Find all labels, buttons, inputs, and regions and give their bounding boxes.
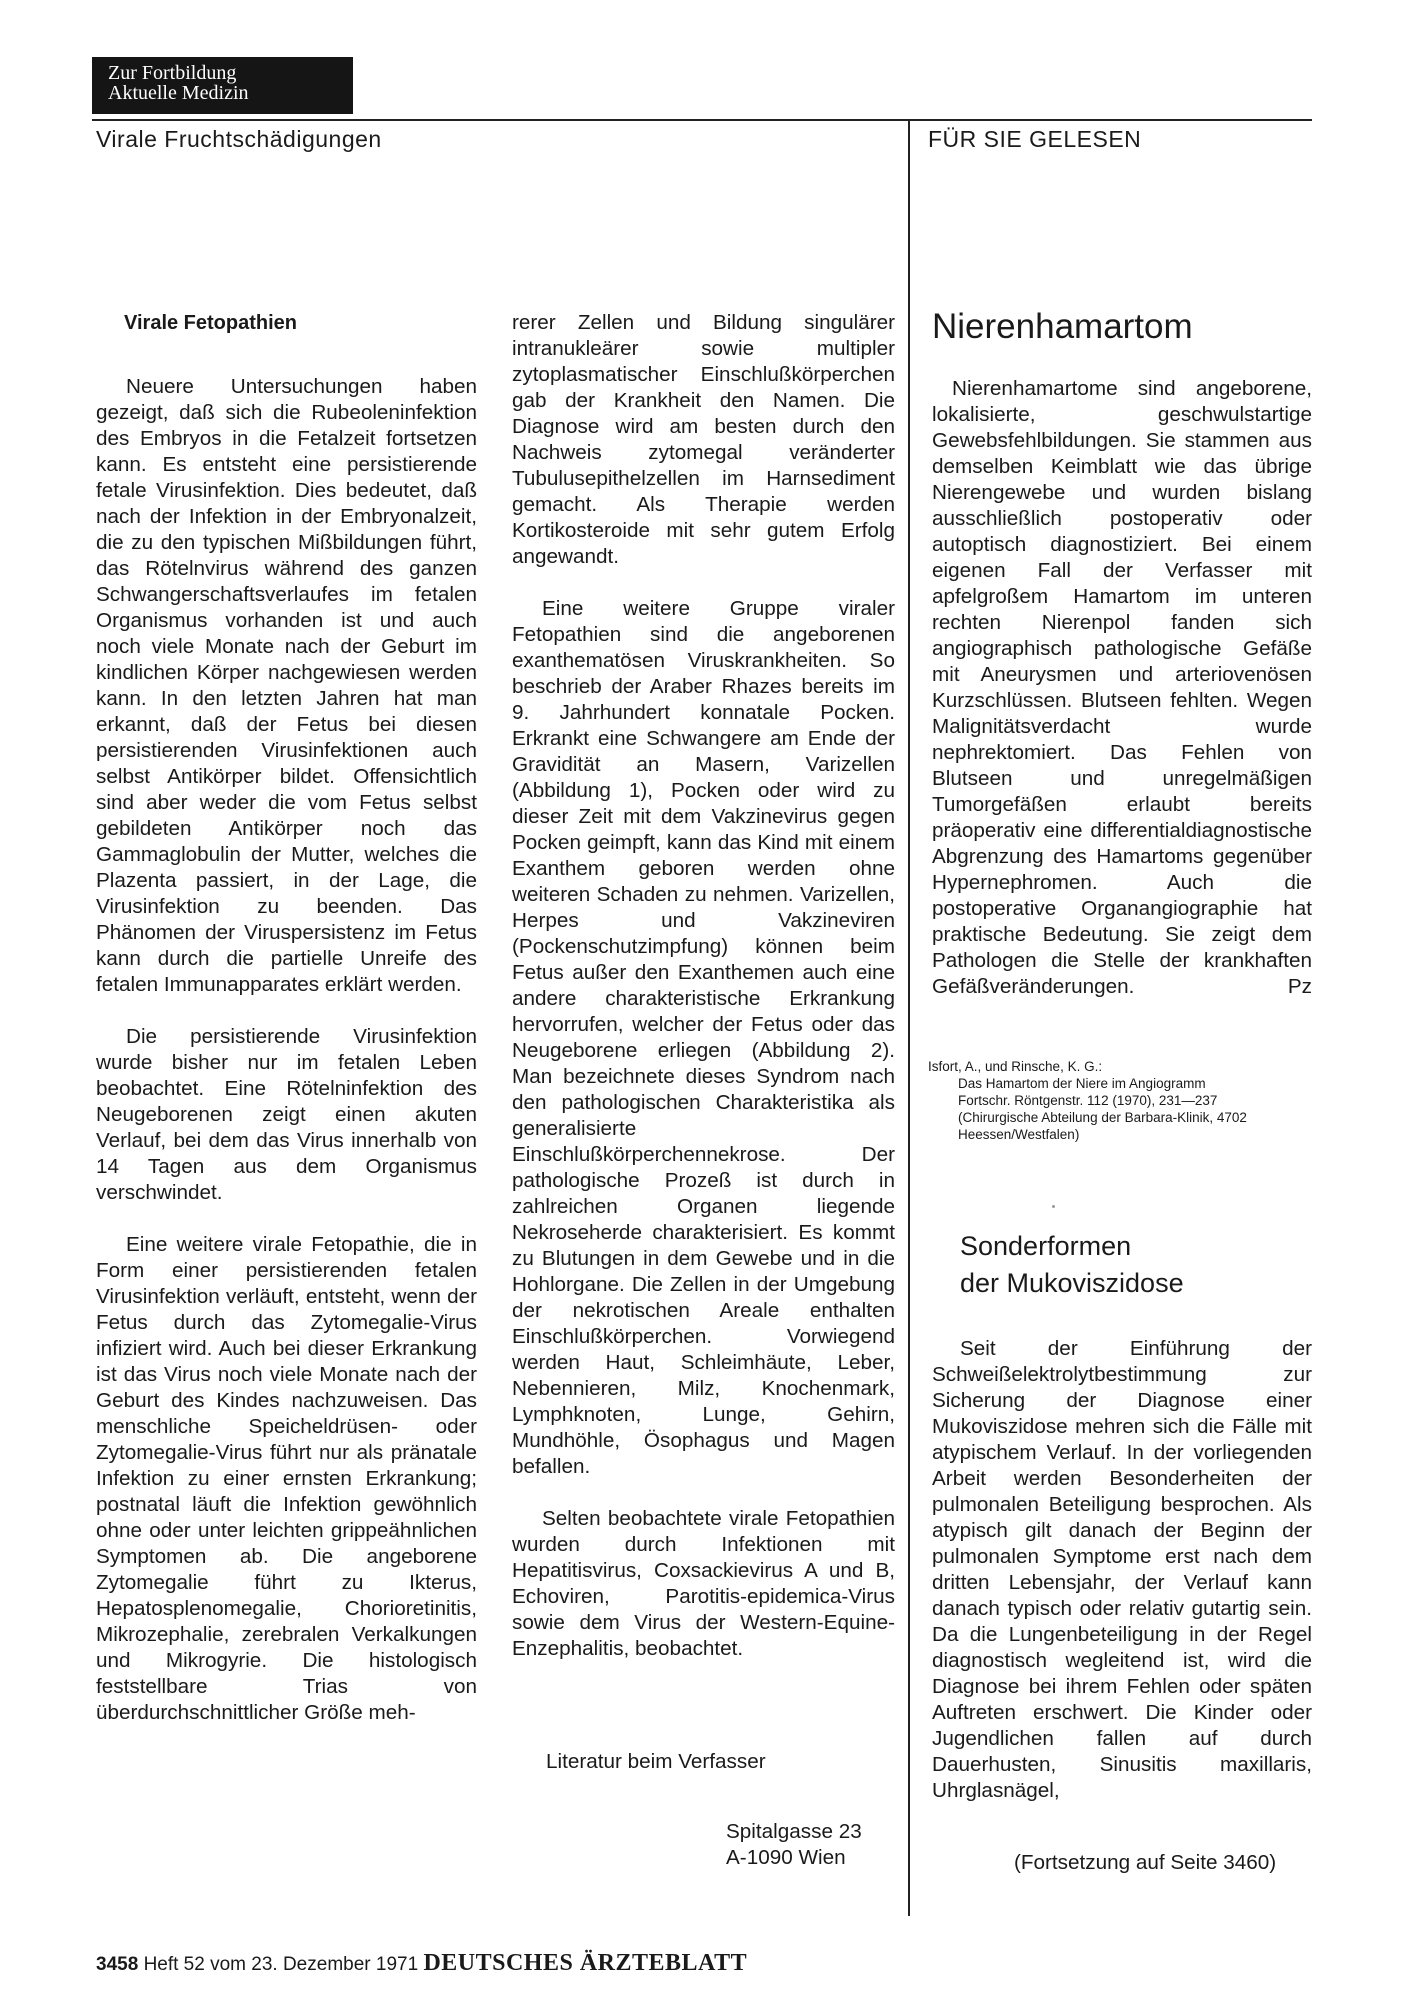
- sidebar-text-1-body: Nierenhamartome sind angeborene, lokalisierte, geschwulstartige Gewebsfehlbildungen. Sie stammen aus demselben Keimblatt wie das übrige Nierengewebe und wurden bislang ausschließlich postoperativ oder autoptisch diagnostiziert. Bei einem eigenen Fall der Verfasser mit apfelgroßem Hamartom im unteren rechten Nierenpol fanden sich angiographisch pathologische Gefäße mit Aneurysmen und arteriovenösen Kurzschlüssen. Blutseen fehlten. Wegen Malignitätsverdacht wurde nephrektomiert. Das Fehlen von Blutseen und unregelmäßigen Tumorgefäßen erlaubt bereits präoperativ eine differentialdiagnostische Abgrenzung des Hamartoms gegenüber Hypernephromen. Auch die postoperative Organangiographie hat praktische Bedeutung. Sie zeigt dem Pathologen die Stelle der krankhaften Gefäßveränderungen.: [932, 377, 1312, 998]
- sidebar-article-1: [932, 306, 1312, 1000]
- sidebar-article-2: [932, 1228, 1312, 1804]
- signature: Pz: [1287, 975, 1312, 998]
- continued-note: (Fortsetzung auf Seite 3460): [1014, 1851, 1277, 1874]
- section-tag: [92, 57, 353, 114]
- page-footer: [96, 1950, 747, 1977]
- page-number: 3458: [96, 1954, 139, 1975]
- author-address: [726, 1819, 862, 1871]
- literature-note: Literatur beim Verfasser: [546, 1750, 766, 1773]
- journal-name: DEUTSCHES ÄRZTEBLATT: [423, 1950, 748, 1976]
- tag-line-1: Zur Fortbildung: [108, 62, 237, 84]
- sidebar-title-2-line-1: Sonderformen: [960, 1231, 1132, 1261]
- tag-line-2: Aktuelle Medizin: [108, 82, 249, 104]
- paragraph: Neuere Untersuchungen haben gezeigt, daß sich die Rubeoleninfektion des Embryos in die Fetalzeit fortsetzen kann. Es entsteht eine persistierende fetale Virusinfektion. Dies bedeutet, daß nach der Infektion in der Embryonalzeit, die zu den typischen Mißbildungen führt, das Rötelnvirus während des ganzen Schwangerschaftsverlaufes im fetalen Organismus vorhanden ist und auch noch viele Monate nach der Geburt im kindlichen Körper nachgewiesen werden kann. In den letzten Jahren hat man erkannt, daß der Fetus bei diesen persistierenden Virusinfektionen auch selbst Antikörper bildet. Offensichtlich sind aber weder die vom Fetus selbst gebildeten Antikörper noch das Gammaglobulin der Mutter, welches die Plazenta passiert, in der Lage, die Virusinfektion zu beenden. Das Phänomen der Viruspersistenz im Fetus kann durch die partielle Unreife des fetalen Immunapparates erklärt werden.: [96, 375, 477, 996]
- reference-affiliation: (Chirurgische Abteilung der Barbara-Klinik, 4702 Heessen/Westfalen): [958, 1110, 1247, 1142]
- sidebar-text-1: [932, 376, 1312, 1000]
- paragraph: Die persistierende Virusinfektion wurde bisher nur im fetalen Leben beobachtet. Eine Rötelninfektion des Neugeborenen zeigt einen akuten Verlauf, bei dem das Virus innerhalb von 14 Tagen aus dem Organismus verschwindet.: [96, 1025, 477, 1204]
- article-column-1: [96, 310, 477, 1726]
- issue-info: Heft 52 vom 23. Dezember 1971: [143, 1954, 419, 1975]
- paragraph: rerer Zellen und Bildung singulärer intranukleärer sowie multipler zytoplasmatischer Einschlußkörperchen gab der Krankheit den Namen. Die Diagnose wird am besten durch den Nachweis zytomegal veränderter Tubulusepithelzellen im Harnsediment gemacht. Als Therapie werden Kortikosteroide mit sehr gutem Erfolg angewandt.: [512, 311, 895, 568]
- article-heading: Virale Fetopathien: [124, 312, 298, 334]
- sidebar-title-1: Nierenhamartom: [932, 307, 1193, 346]
- paragraph: Selten beobachtete virale Fetopathien wurden durch Infektionen mit Hepatitisvirus, Coxsackievirus A und B, Echoviren, Parotitis-epidemica-Virus sowie dem Virus der Western-Equine-Enzephalitis, beobachtet.: [512, 1507, 895, 1660]
- top-rule: [92, 119, 1312, 121]
- decorative-dot: [1052, 1205, 1055, 1208]
- right-section-title: FÜR SIE GELESEN: [928, 126, 1142, 152]
- column-divider: [908, 121, 910, 1916]
- sidebar-title-2: [932, 1228, 1312, 1302]
- reference-journal: Fortschr. Röntgenstr. 112 (1970), 231—237: [958, 1093, 1218, 1108]
- address-street: Spitalgasse 23: [726, 1820, 862, 1843]
- sidebar-title-2-line-2: der Mukoviszidose: [960, 1268, 1184, 1298]
- paragraph: Eine weitere virale Fetopathie, die in Form einer persistierenden fetalen Virusinfektion verläuft, entsteht, wenn der Fetus durch das Zytomegalie-Virus infiziert wird. Auch bei dieser Erkrankung ist das Virus noch viele Monate nach der Geburt des Kindes nachzuweisen. Das menschliche Speicheldrüsen- oder Zytomegalie-Virus führt nur als pränatale Infektion zu einer ernsten Erkrankung; postnatal läuft die Infektion gewöhnlich ohne oder unter leichten grippeähnlichen Symptomen ab. Die angeborene Zytomegalie führt zu Ikterus, Hepatosplenomegalie, Chorioretinitis, Mikrozephalie, zerebralen Verkalkungen und Mikrogyrie. Die histologisch feststellbare Trias von überdurchschnittlicher Größe meh-: [96, 1233, 477, 1724]
- paragraph: Eine weitere Gruppe viraler Fetopathien sind die angeborenen exanthematösen Viruskrankheiten. So beschrieb der Araber Rhazes bereits im 9. Jahrhundert konnatale Pocken. Erkrankt eine Schwangere am Ende der Gravidität an Masern, Varizellen (Abbildung 1), Pocken oder wird zu dieser Zeit mit dem Vakzinevirus gegen Pocken geimpft, kann das Kind mit einem Exanthem geboren werden ohne weiteren Schaden zu nehmen. Varizellen, Herpes und Vakzineviren (Pockenschutzimpfung) können beim Fetus außer den Exanthemen auch eine andere charakteristische Erkrankung hervorrufen, welcher der Fetus oder das Neugeborene erliegen (Abbildung 2). Man bezeichnete dieses Syndrom nach den pathologischen Charakteristika als generalisierte Einschlußkörperchennekrose. Der pathologische Prozeß ist durch in zahlreichen Organen liegende Nekroseherde charakterisiert. Es kommt zu Blutungen in dem Gewebe und in die Hohlorgane. Die Zellen in der Umgebung der nekrotischen Areale enthalten Einschlußkörperchen. Vorwiegend werden Haut, Schleimhäute, Leber, Nebennieren, Milz, Knochenmark, Lymphknoten, Lunge, Gehirn, Mundhöhle, Ösophagus und Magen befallen.: [512, 597, 895, 1478]
- left-section-title: Virale Fruchtschädigungen: [96, 126, 382, 152]
- reference: [928, 1058, 1288, 1143]
- article-column-2: [512, 310, 895, 1662]
- reference-authors: Isfort, A., und Rinsche, K. G.:: [928, 1059, 1103, 1074]
- reference-title: Das Hamartom der Niere im Angiogramm: [958, 1076, 1206, 1091]
- address-city: A-1090 Wien: [726, 1846, 846, 1869]
- sidebar-text-2: Seit der Einführung der Schweißelektrolytbestimmung zur Sicherung der Diagnose einer Mukoviszidose mehren sich die Fälle mit atypischem Verlauf. In der vorliegenden Arbeit werden Besonderheiten der pulmonalen Beteiligung besprochen. Als atypisch gilt danach der Beginn der pulmonalen Symptome erst nach dem dritten Lebensjahr, der Verlauf kann danach typisch oder relativ gutartig sein. Da die Lungenbeteiligung in der Regel diagnostisch wegleitend ist, wird die Diagnose bei ihrem Fehlen oder späten Auftreten erschwert. Die Kinder oder Jugendlichen fallen auf durch Dauerhusten, Sinusitis maxillaris, Uhrglasnägel,: [932, 1337, 1312, 1802]
